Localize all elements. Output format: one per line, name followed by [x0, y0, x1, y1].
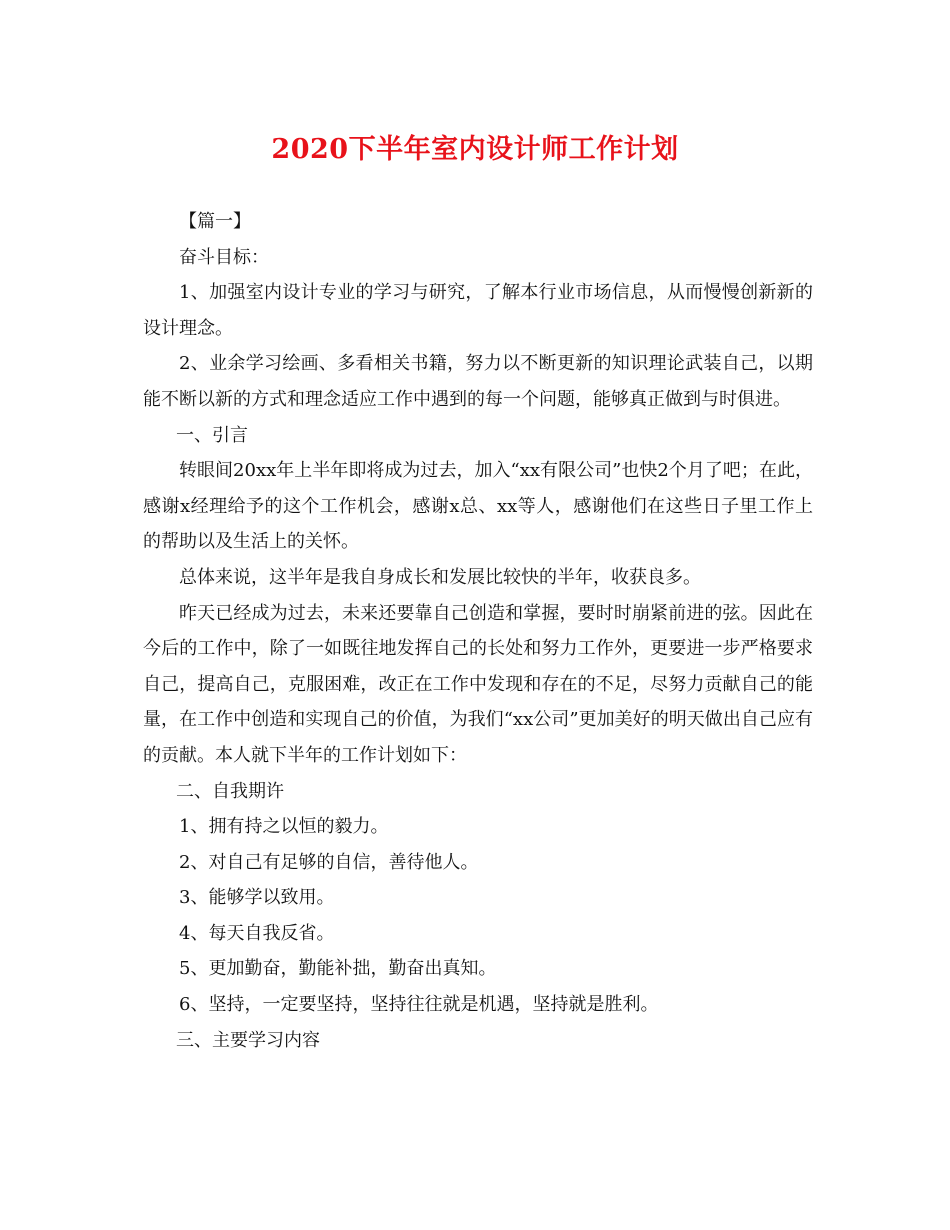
paragraph-introduction: 转眼间20xx年上半年即将成为过去，加入“xx有限公司”也快2个月了吧；在此，感谢x经理给予的这个工作机会，感谢x总、xx等人，感谢他们在这些日子里工作上的帮助以及生活上的关怀。	[143, 460, 813, 553]
expectation-item-3: 3、能够学以致用。	[179, 887, 335, 909]
expectation-item-1: 1、拥有持之以恒的毅力。	[179, 816, 389, 838]
section-label: 【篇一】	[179, 211, 251, 232]
paragraph-summary: 总体来说，这半年是我自身成长和发展比较快的半年，收获良多。	[179, 566, 701, 588]
expectation-item-5: 5、更加勤奋，勤能补拙，勤奋出真知。	[179, 958, 497, 980]
section-heading-self-expectation: 二、自我期许	[176, 780, 284, 802]
expectation-item-2: 2、对自己有足够的自信，善待他人。	[179, 851, 479, 873]
goal-item-2: 2、业余学习绘画、多看相关书籍，努力以不断更新的知识理论武装自己，以期能不断以新的方式和理念适应工作中遇到的每一个问题，能够真正做到与时俱进。	[143, 353, 813, 410]
document-body	[143, 204, 813, 1058]
document-title: 2020下半年室内设计师工作计划	[271, 134, 679, 165]
goals-heading: 奋斗目标：	[179, 246, 269, 268]
paragraph-outlook: 昨天已经成为过去，未来还要靠自己创造和掌握，要时时崩紧前进的弦。因此在今后的工作中，除了一如既往地发挥自己的长处和努力工作外，更要进一步严格要求自己，提高自己，克服困难，改正在工作中发现和存在的不足，尽努力贡献自己的能量，在工作中创造和实现自己的价值，为我们“xx公司”更加美好的明天做出自己应有的贡献。本人就下半年的工作计划如下：	[143, 602, 813, 766]
section-heading-introduction: 一、引言	[176, 424, 248, 446]
section-heading-study-content: 三、主要学习内容	[176, 1029, 320, 1051]
expectation-item-6: 6、坚持，一定要坚持，坚持往往就是机遇，坚持就是胜利。	[179, 994, 659, 1016]
goal-item-1: 1、加强室内设计专业的学习与研究，了解本行业市场信息，从而慢慢创新新的设计理念。	[143, 282, 813, 339]
expectation-item-4: 4、每天自我反省。	[179, 922, 335, 944]
